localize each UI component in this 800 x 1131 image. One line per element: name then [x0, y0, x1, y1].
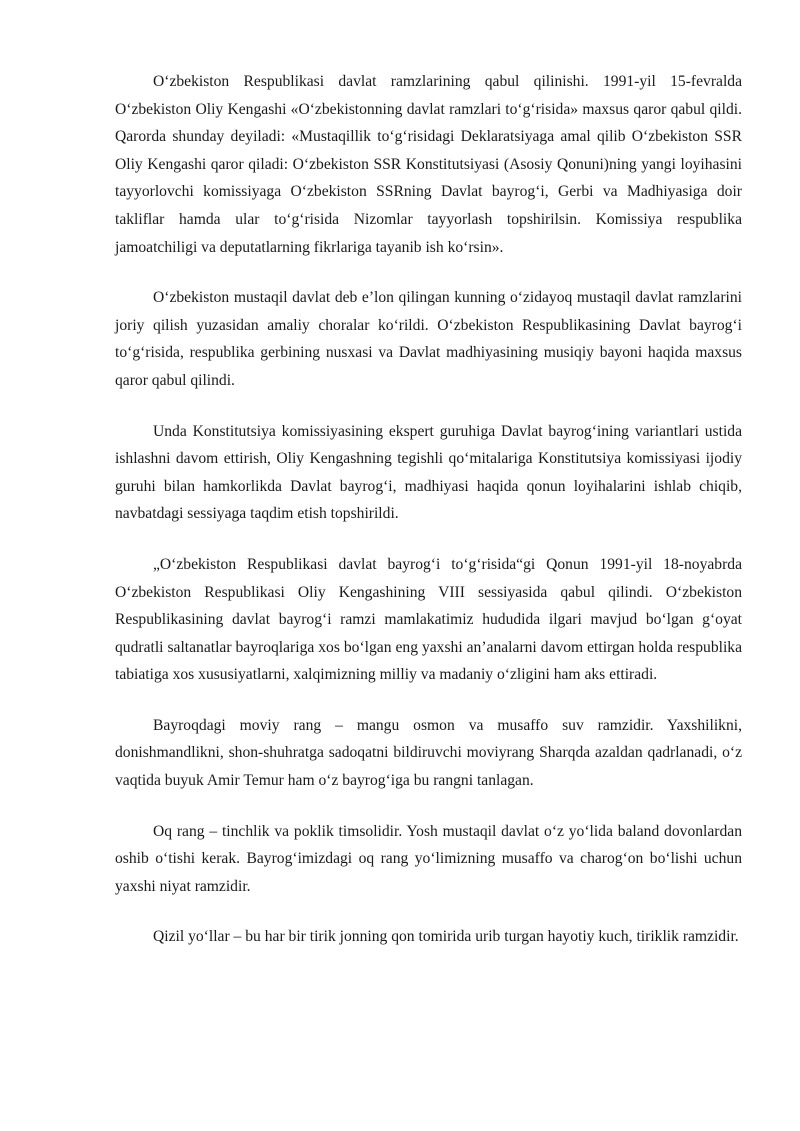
- document-body: [115, 68, 742, 974]
- paragraph-blue-color: Bayroqdagi moviy rang – mangu osmon va musaffo suv ramzidir. Yaxshilikni, donishmandlikni, shon-shuhratga sadoqatni bildiruvchi moviyrang Sharqda azaldan qadrlanadi, o‘z vaqtida buyuk Amir Temur ham o‘z bayrog‘iga bu rangni tanlagan.: [115, 716, 742, 790]
- paragraph-adoption-of-state-symbols: O‘zbekiston Respublikasi davlat ramzlarining qabul qilinishi. 1991-yil 15-fevralda O‘zbekiston Oliy Kengashi «O‘zbekistonning davlat ramzlari to‘g‘risida» maxsus qaror qabul qildi. Qarorda shunday deyiladi: «Mustaqillik to‘g‘risidagi Deklaratsiyaga amal qilib O‘zbekiston SSR Oliy Kengashi qaror qiladi: O‘zbekiston SSR Konstitutsiyasi (Asosiy Qonuni)ning yangi loyihasini tayyorlovchi komissiyaga O‘zbekiston SSRning Davlat bayrog‘i, Gerbi va Madhiyasiga doir takliflar hamda ular to‘g‘risida Nizomlar tayyorlash topshirilsin. Komissiya respublika jamoatchiligi va deputatlarning fikrlariga tayanib ish ko‘rsin».: [115, 73, 742, 256]
- paragraph-white-color: Oq rang – tinchlik va poklik timsolidir. Yosh mustaqil davlat o‘z yo‘lida baland dovonlardan oshib o‘tishi kerak. Bayrog‘imizdagi oq rang yo‘limizning musaffo va charog‘on bo‘lishi uchun yaxshi niyat ramzidir.: [115, 822, 742, 895]
- paragraph-flag-law: „O‘zbekiston Respublikasi davlat bayrog‘i to‘g‘risida“gi Qonun 1991-yil 18-noyabrda O‘zbekiston Respublikasi Oliy Kengashining VIII sessiyasida qabul qilindi. O‘zbekiston Respublikasining davlat bayrog‘i ramzi mamlakatimiz hududida ilgari mavjud bo‘lgan g‘oyat qudratli saltanatlar bayroqlariga xos bo‘lgan eng yaxshi an’analarni davom ettirgan holda respublika tabiatiga xos xususiyatlarni, xalqimizning milliy va madaniy o‘zligini ham aks ettiradi.: [115, 555, 742, 684]
- paragraph-independence-measures: O‘zbekiston mustaqil davlat deb e’lon qilingan kunning o‘zidayoq mustaqil davlat ramzlarini joriy qilish yuzasidan amaliy choralar ko‘rildi. O‘zbekiston Respublikasining Davlat bayrog‘i to‘g‘risida, respublika gerbining nusxasi va Davlat madhiyasining musiqiy bayoni haqida maxsus qaror qabul qilindi.: [115, 289, 742, 389]
- paragraph-constitution-commission: Unda Konstitutsiya komissiyasining ekspert guruhiga Davlat bayrog‘ining variantlari ustida ishlashni davom ettirish, Oliy Kengashning tegishli qo‘mitalariga Konstitutsiya komissiyasi ijodiy guruhi bilan hamkorlikda Davlat bayrog‘i, madhiyasi haqida qonun loyihalarini ishlab chiqib, navbatdagi sessiyaga taqdim etish topshirildi.: [115, 422, 742, 523]
- paragraph-red-stripes: Qizil yo‘llar – bu har bir tirik jonning qon tomirida urib turgan hayotiy kuch, tiriklik ramzidir.: [153, 928, 739, 946]
